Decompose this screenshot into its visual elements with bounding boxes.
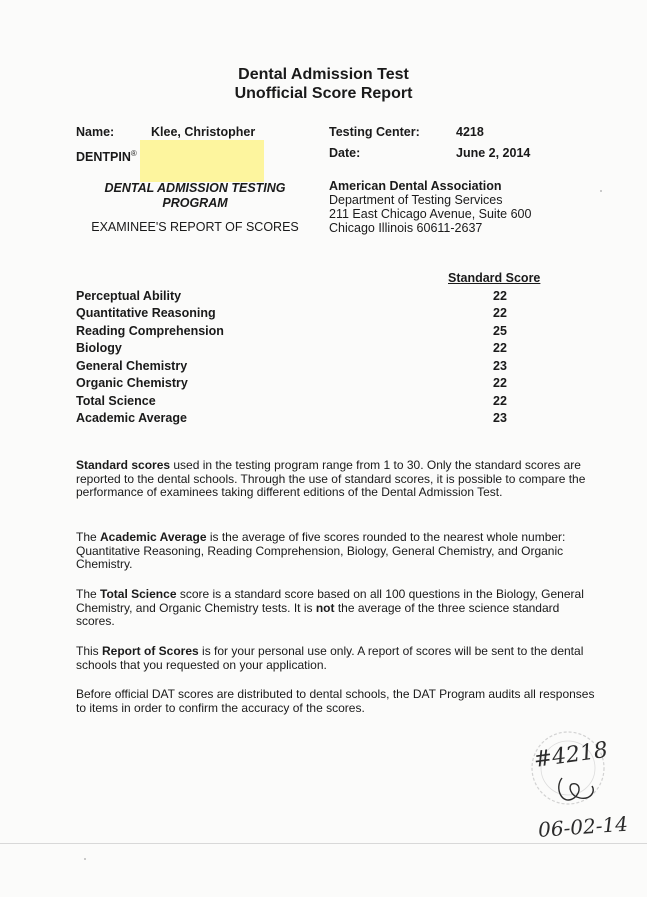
score-row-label: Total Science <box>76 394 156 408</box>
score-row-label: Biology <box>76 341 122 355</box>
handwritten-date: 06-02-14 <box>537 811 629 842</box>
score-row-label: Perceptual Ability <box>76 289 182 303</box>
date-value: June 2, 2014 <box>456 146 531 160</box>
scan-speck <box>600 190 602 192</box>
score-row-value: 22 <box>493 394 507 408</box>
name-label: Name: <box>76 125 115 139</box>
name-value: Klee, Christopher <box>151 125 256 139</box>
score-row-value: 22 <box>493 306 507 320</box>
score-row-label: Organic Chemistry <box>76 376 188 390</box>
score-row-label: Reading Comprehension <box>76 324 224 338</box>
score-row-value: 22 <box>493 289 507 303</box>
association-address2: Chicago Illinois 60611-2637 <box>329 221 483 235</box>
program-heading-line2: PROGRAM <box>162 196 228 210</box>
score-row-value: 22 <box>493 341 507 355</box>
report-title: Dental Admission Test <box>238 66 409 83</box>
score-row-label: Quantitative Reasoning <box>76 306 216 320</box>
paragraph-total-science: The Total Science score is a standard score based on all 100 questions in the Biology, General Chemistry, and Organic Chemistry tests. It is not the average of the three science standard scores. <box>76 587 584 628</box>
score-row-value: 25 <box>493 324 507 338</box>
dentpin-label: DENTPIN® <box>76 149 137 165</box>
testing-center-value: 4218 <box>456 125 484 139</box>
paragraph-academic-average: The Academic Average is the average of five scores rounded to the nearest whole number: Quantitative Reasoning, Reading Comprehension, Biology, General Chemistry, and Organic Chemistry. <box>76 530 566 571</box>
program-heading-line1: DENTAL ADMISSION TESTING <box>104 181 286 195</box>
registered-mark: ® <box>130 149 137 158</box>
score-row-value: 22 <box>493 376 507 390</box>
handwritten-annotation <box>510 718 645 843</box>
handwritten-initials <box>559 778 593 800</box>
score-row-label: General Chemistry <box>76 359 188 373</box>
score-row-label: Academic Average <box>76 411 187 425</box>
testing-center-label: Testing Center: <box>329 125 420 139</box>
paragraph-audit: Before official DAT scores are distributed to dental schools, the DAT Program audits all responses to items in order to confirm the accuracy of the scores. <box>76 687 595 715</box>
paragraph-standard-scores: Standard scores used in the testing program range from 1 to 30. Only the standard scores are reported to the dental schools. Through the use of standard scores, it is possible to compare the performance of examinees taking different editions of the Dental Admission Test. <box>76 458 586 499</box>
association-dept: Department of Testing Services <box>329 193 503 207</box>
date-label: Date: <box>329 146 361 160</box>
examinee-report-heading: EXAMINEE'S REPORT OF SCORES <box>91 220 299 234</box>
standard-score-header: Standard Score <box>448 271 541 285</box>
page-bottom-divider <box>0 843 647 844</box>
paragraph-report-of-scores: This Report of Scores is for your personal use only. A report of scores will be sent to the dental schools that you requested on your application. <box>76 644 584 672</box>
scan-speck <box>84 858 86 860</box>
score-row-value: 23 <box>493 411 507 425</box>
report-subtitle: Unofficial Score Report <box>234 85 413 102</box>
handwritten-center-number: #4218 <box>532 737 610 773</box>
association-address1: 211 East Chicago Avenue, Suite 600 <box>329 207 532 221</box>
score-row-value: 23 <box>493 359 507 373</box>
association-name: American Dental Association <box>329 179 502 193</box>
dentpin-redaction-highlight <box>140 140 264 182</box>
